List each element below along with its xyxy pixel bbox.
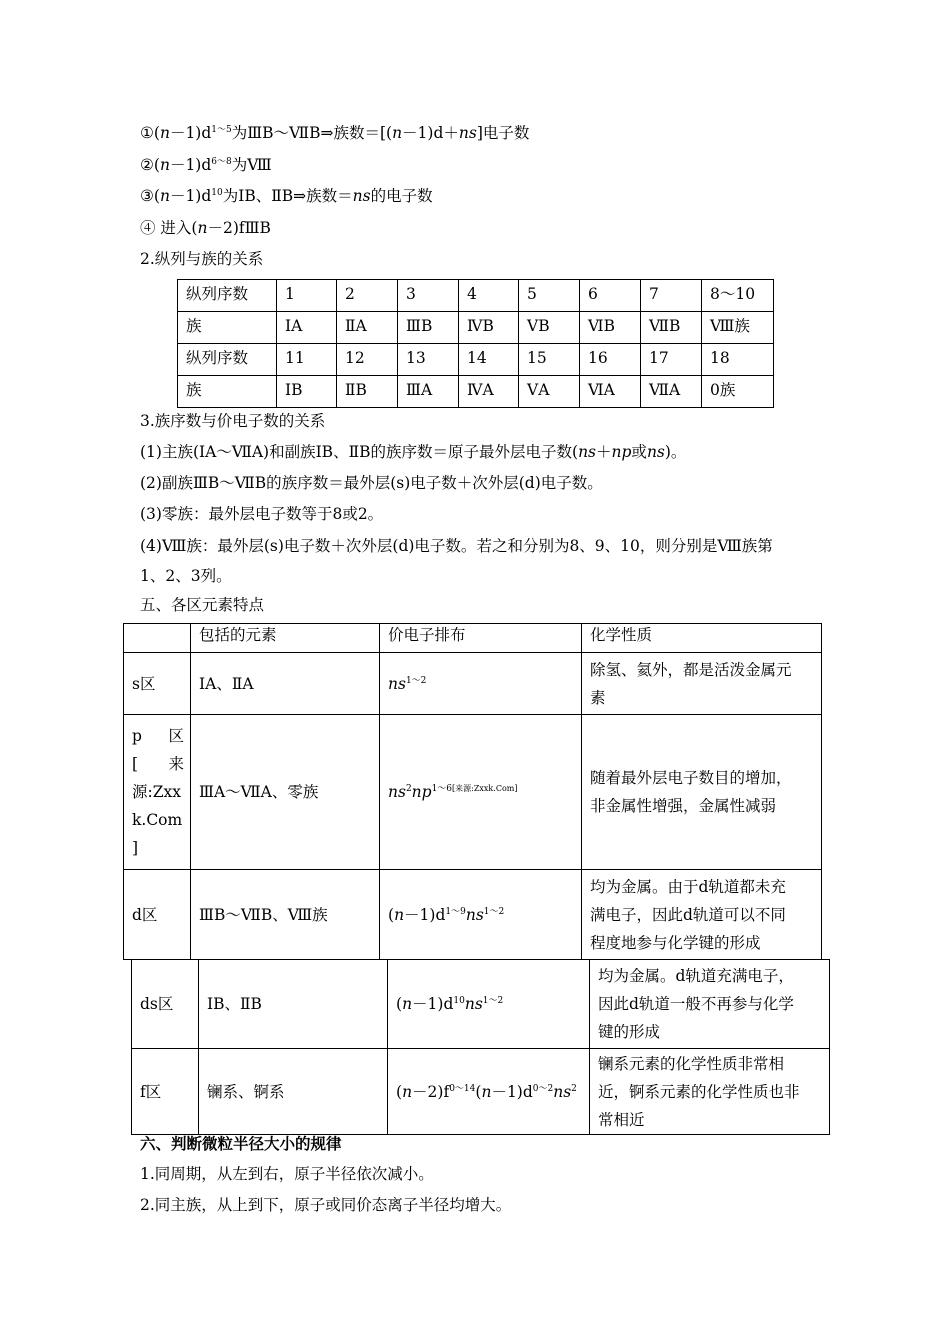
table-row xyxy=(178,312,774,344)
paragraph-4-cont: 1、2、3列。 xyxy=(140,567,232,585)
table-cell: 3 xyxy=(398,280,459,312)
section-title-6: 六、判断微粒半径大小的规律 xyxy=(140,1134,342,1153)
table-cell: ⅠA xyxy=(277,312,337,344)
table-row xyxy=(124,870,822,960)
table-row xyxy=(132,1049,830,1135)
rule-line-4: ④ 进入(n－2)fⅢB xyxy=(140,219,271,237)
paragraph-2: (2)副族ⅢB～ⅦB的族序数＝最外层(s)电子数＋次外层(d)电子数。 xyxy=(140,474,603,492)
table-cell: ⅤA xyxy=(519,376,580,408)
zone-cell: f区 xyxy=(132,1049,199,1135)
table-cell: ⅠB、ⅡB xyxy=(199,960,388,1049)
table-cell: 0族 xyxy=(702,376,774,408)
table-cell: 2 xyxy=(337,280,398,312)
rule-6-1: 1.同周期，从左到右，原子半径依次减小。 xyxy=(140,1165,434,1183)
zone-cell: p 区 [ 来 源:Zxx k.Com ] xyxy=(124,715,191,870)
rule-line-1: $①(n-1)d^{1\sim 5}$为ⅢB～ⅦB⇒族数＝[(n－1)d＋ns]电子数 xyxy=(140,124,530,142)
table-cell: ⅠA、ⅡA xyxy=(191,653,380,715)
table-cell: ⅤB xyxy=(519,312,580,344)
props-cell: 随着最外层电子数目的增加， 非金属性增强，金属性减弱 xyxy=(582,715,822,870)
table-row xyxy=(178,376,774,408)
table-cell: ⅦA xyxy=(641,376,702,408)
table-cell: 族 xyxy=(178,376,277,408)
table-cell: 5 xyxy=(519,280,580,312)
table-cell: 17 xyxy=(641,344,702,376)
table-row xyxy=(124,653,822,715)
table-row xyxy=(178,344,774,376)
table-cell: 价电子排布 xyxy=(380,624,582,653)
table-cell: Ⅷ族 xyxy=(702,312,774,344)
table-row xyxy=(124,715,822,870)
table-cell: 7 xyxy=(641,280,702,312)
rule-6-2: 2.同主族，从上到下，原子或同价态离子半径均增大。 xyxy=(140,1196,512,1214)
table-cell: 14 xyxy=(459,344,519,376)
rule-line-2: $②(n-1)d^{6\sim 8}$为Ⅷ xyxy=(140,156,272,174)
table-cell: 1 xyxy=(277,280,337,312)
table-cell: ⅢA xyxy=(398,376,459,408)
table-cell: ⅣB xyxy=(459,312,519,344)
section-title-5: 五、各区元素特点 xyxy=(140,596,265,614)
table-cell: 纵列序数 xyxy=(178,280,277,312)
config-cell: $(n-1)d^{1\sim 9}ns^{1\sim 2}$ xyxy=(380,870,582,960)
props-cell: 均为金属。d轨道充满电子， 因此d轨道一般不再参与化学 键的形成 xyxy=(590,960,830,1049)
table-cell: ⅢA～ⅦA、零族 xyxy=(191,715,380,870)
table-cell: ⅥA xyxy=(580,376,641,408)
table-row xyxy=(124,624,822,653)
table-cell: 镧系、锕系 xyxy=(199,1049,388,1135)
table-cell: ⅢB～ⅦB、Ⅷ族 xyxy=(191,870,380,960)
table-cell: ⅡA xyxy=(337,312,398,344)
table-cell: ⅠB xyxy=(277,376,337,408)
rule-line-3: $③(n-1)d^{10}$为ⅠB、ⅡB⇒族数＝ns的电子数 xyxy=(140,187,433,205)
table-cell: 8～10 xyxy=(702,280,774,312)
table-cell: 族 xyxy=(178,312,277,344)
table-cell: 16 xyxy=(580,344,641,376)
zone-cell: d区 xyxy=(124,870,191,960)
table-cell: 18 xyxy=(702,344,774,376)
table-cell: 包括的元素 xyxy=(191,624,380,653)
table-cell: 11 xyxy=(277,344,337,376)
table-cell: 4 xyxy=(459,280,519,312)
table-cell: 6 xyxy=(580,280,641,312)
table-cell: ⅡB xyxy=(337,376,398,408)
paragraph-1: (1)主族(ⅠA～ⅦA)和副族ⅠB、ⅡB的族序数＝原子最外层电子数(ns＋np或ns)。 xyxy=(140,443,687,461)
props-cell: 除氢、氦外，都是活泼金属元 素 xyxy=(582,653,822,715)
props-cell: 镧系元素的化学性质非常相 近，锕系元素的化学性质也非 常相近 xyxy=(590,1049,830,1135)
table-cell: ⅥB xyxy=(580,312,641,344)
table-cell: ⅦB xyxy=(641,312,702,344)
config-cell: $(n-2)f^{0\sim 14}(n-1)d^{0\sim 2}ns^2$ xyxy=(388,1049,590,1135)
table-cell: ⅣA xyxy=(459,376,519,408)
table-cell: 化学性质 xyxy=(582,624,822,653)
zone-table-part2 xyxy=(131,959,830,1135)
table-cell: 15 xyxy=(519,344,580,376)
config-cell: $ns^{1\sim 2}$ xyxy=(380,653,582,715)
zone-cell: s区 xyxy=(124,653,191,715)
zone-table-part1 xyxy=(123,623,822,960)
table-row xyxy=(132,960,830,1049)
zone-cell: ds区 xyxy=(132,960,199,1049)
paragraph-3: (3)零族：最外层电子数等于8或2。 xyxy=(140,505,384,523)
table-cell xyxy=(124,624,191,653)
table-row xyxy=(178,280,774,312)
props-cell: 均为金属。由于d轨道都未充 满电子，因此d轨道可以不同 程度地参与化学键的形成 xyxy=(582,870,822,960)
table-cell: 12 xyxy=(337,344,398,376)
table-cell: ⅢB xyxy=(398,312,459,344)
config-cell: $ns^2np^{1\sim 6[来源:Zxxk.Com]}$ xyxy=(380,715,582,870)
table-cell: 13 xyxy=(398,344,459,376)
config-cell: $(n-1)d^{10}ns^{1\sim 2}$ xyxy=(388,960,590,1049)
table-cell: 纵列序数 xyxy=(178,344,277,376)
section-title-2: 2.纵列与族的关系 xyxy=(140,250,264,268)
paragraph-4: (4)Ⅷ族：最外层(s)电子数＋次外层(d)电子数。若之和分别为8、9、10，则分别是Ⅷ族第 xyxy=(140,537,773,555)
section-title-3: 3.族序数与价电子数的关系 xyxy=(140,412,326,430)
column-group-table xyxy=(177,279,774,408)
